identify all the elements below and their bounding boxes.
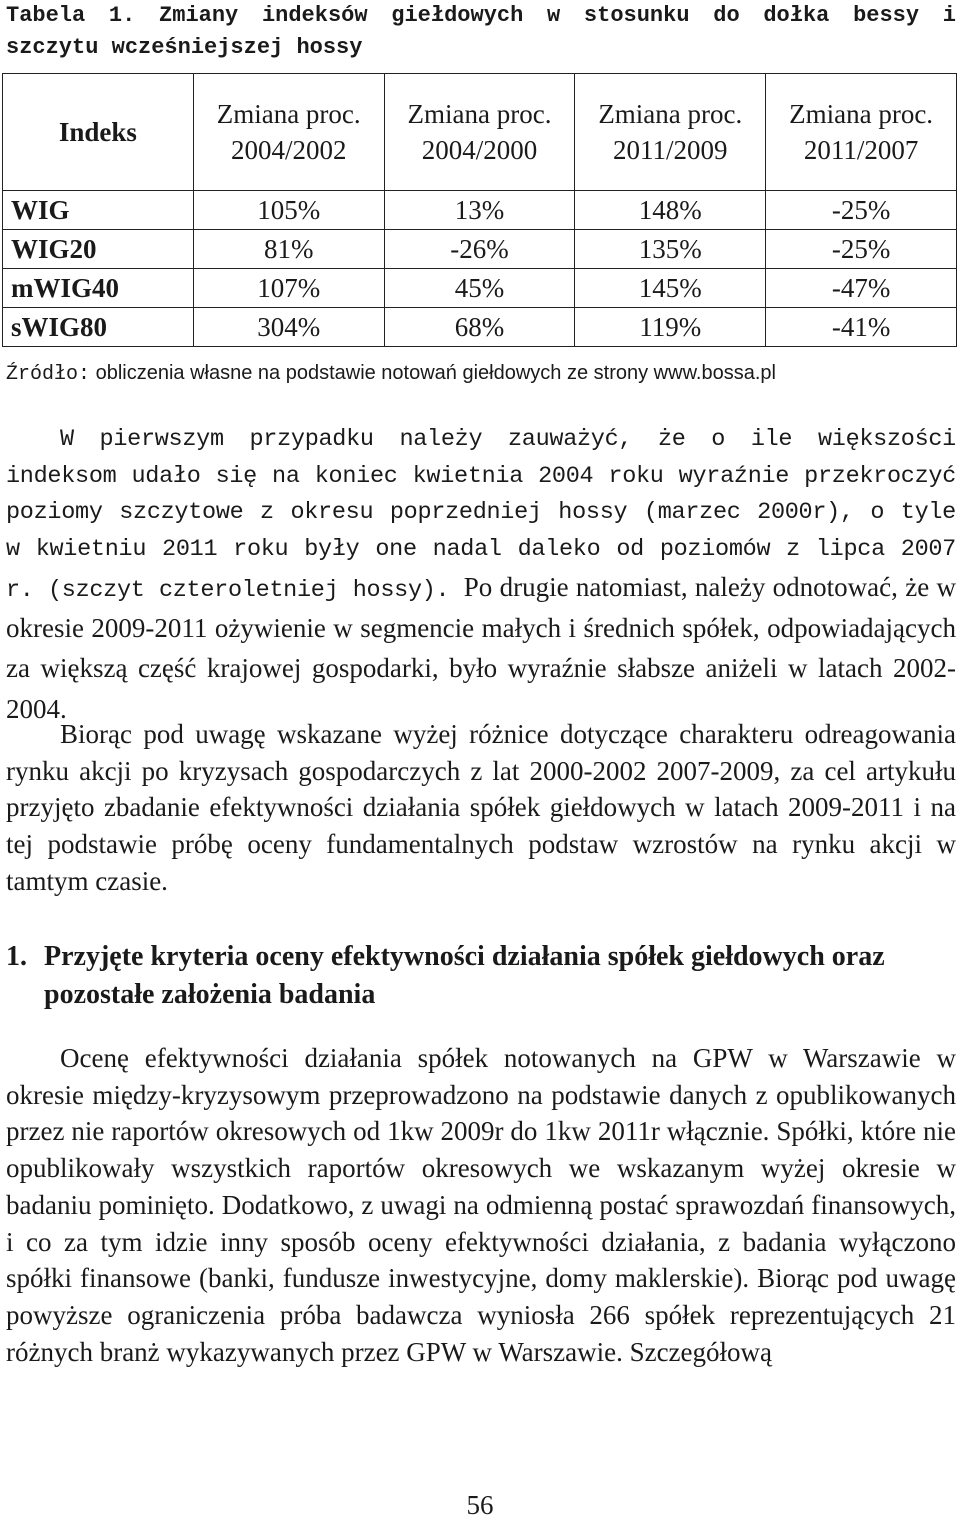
table-cell: 135% <box>575 230 766 269</box>
column-header-2004-2000: Zmiana proc. 2004/2000 <box>384 74 575 191</box>
column-header-2011-2007: Zmiana proc. 2011/2007 <box>766 74 957 191</box>
table-cell: 107% <box>193 269 384 308</box>
table-cell: 148% <box>575 191 766 230</box>
table-cell: 105% <box>193 191 384 230</box>
paragraph-3: Ocenę efektywności działania spółek notowanych na GPW w Warszawie w okresie między-kryzysowym przeprowadzono na podstawie danych z opublikowanych przez nie raportów okresowych od 1kw 2009r do 1kw 2011r włącznie. Spółki, które nie opublikowały wszystkich raportów okresowych we wskazanym wyżej okresie w badaniu pominięto. Dodatkowo, z uwagi na odmienną postać sprawozdań finansowych, i co za tym idzie inny sposób oceny efektywności działania, z badania wyłączono spółki finansowe (banki, fundusze inwestycyjne, domy maklerskie). Biorąc pod uwagę powyższe ograniczenia próba badawcza wyniosła 266 spółek reprezentujących 21 różnych branż wykazywanych przez GPW w Warszawie. Szczegółową <box>6 1043 956 1367</box>
table-cell: 304% <box>193 308 384 347</box>
table-cell: 81% <box>193 230 384 269</box>
section-heading <box>6 938 956 1014</box>
table-cell: -25% <box>766 191 957 230</box>
row-label: WIG20 <box>3 230 194 269</box>
table-caption: Tabela 1. Zmiany indeksów giełdowych w stosunku do dołka bessy i szczytu wcześniejszej hossy <box>6 3 956 60</box>
row-label: mWIG40 <box>3 269 194 308</box>
table-row <box>3 230 957 269</box>
paragraph-1 <box>6 422 956 732</box>
section-title: Przyjęte kryteria oceny efektywności działania spółek giełdowych oraz pozostałe założenia badania <box>44 941 885 1010</box>
table-cell: 145% <box>575 269 766 308</box>
table-row <box>3 269 957 308</box>
row-label: WIG <box>3 191 194 230</box>
paragraph-2: Biorąc pod uwagę wskazane wyżej różnice dotyczące charakteru odreagowania rynku akcji po kryzysach gospodarczych z lat 2000-2002 2007-2009, za cel artykułu przyjęto zbadanie efektywności działania spółek giełdowych w latach 2009-2011 i na tej podstawie próbę oceny fundamentalnych podstaw wzrostów na rynku akcji w tamtym czasie. <box>6 719 956 896</box>
column-header-index: Indeks <box>3 74 194 191</box>
paragraph-1-part-b: Po drugie natomiast, należy odnotować, że w okresie 2009-2011 ożywienie w segmencie małych i średnich spółek, odpowiadających za większą część krajowej gospodarki, było wyraźnie słabsze aniżeli w latach 2002-2004. <box>6 571 956 724</box>
column-header-2004-2002: Zmiana proc. 2004/2002 <box>193 74 384 191</box>
table-cell: -25% <box>766 230 957 269</box>
table-header-row <box>3 74 957 191</box>
table-row <box>3 191 957 230</box>
column-header-2011-2009: Zmiana proc. 2011/2009 <box>575 74 766 191</box>
index-changes-table <box>2 73 957 347</box>
source-note <box>6 360 956 388</box>
paragraph-1-part-a: W pierwszym przypadku należy zauważyć, że o ile większości indeksom udało się na koniec kwietnia 2004 roku wyraźnie przekroczyć poziomy szczytowe z okresu poprzedniej hossy (marzec 2000r), o tyle w kwietniu 2011 roku były one nadal daleko od poziomów z lipca 2007 r. (szczyt czteroletniej hossy). <box>6 426 956 604</box>
source-text: obliczenia własne na podstawie notowań giełdowych ze strony www.bossa.pl <box>95 362 776 384</box>
page-number: 56 <box>466 1490 494 1520</box>
table-cell: -26% <box>384 230 575 269</box>
table-cell: 119% <box>575 308 766 347</box>
source-label: Źródło: <box>6 363 91 386</box>
table-cell: 45% <box>384 269 575 308</box>
table-cell: -41% <box>766 308 957 347</box>
table-cell: 13% <box>384 191 575 230</box>
section-number: 1. <box>6 941 27 972</box>
table-cell: -47% <box>766 269 957 308</box>
table-row <box>3 308 957 347</box>
table-cell: 68% <box>384 308 575 347</box>
row-label: sWIG80 <box>3 308 194 347</box>
